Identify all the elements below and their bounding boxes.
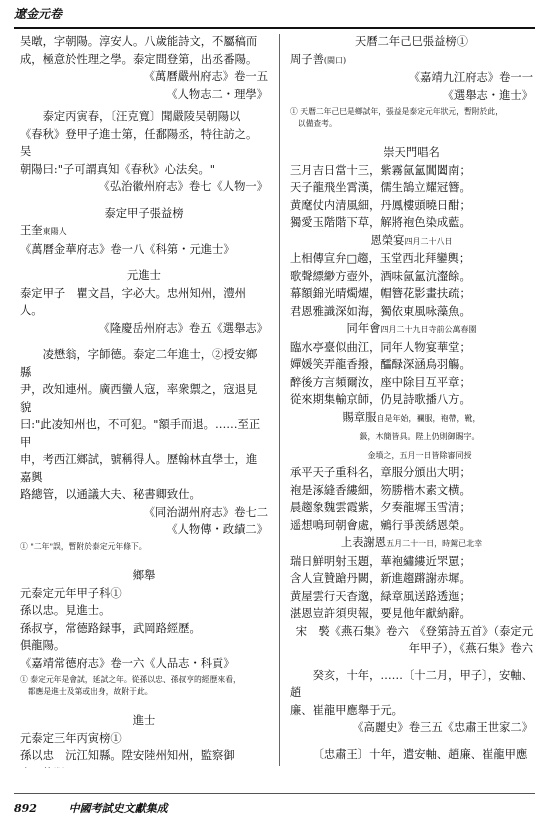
line-text: 獨愛玉階階下草，解將袍色染成藍。 [290, 216, 471, 229]
spacer [20, 258, 268, 267]
line-text: 孫以忠。見進士。 [20, 604, 111, 617]
text-line [20, 178, 268, 196]
line-text: 尹，改知連州。廣西蠻人寇，率衆禦之，寇退見貌 [20, 383, 258, 414]
line-text: 周子善 [290, 52, 324, 66]
line-text: 黄屋雲行天杳邈，緑章風送路透迤； [290, 589, 471, 603]
inline-annotation: 五月二十一日，時駕已北幸 [386, 539, 483, 548]
text-line [20, 416, 268, 451]
line-text: 成，極意於性理之學。泰定間登第，出丞番陽。 [20, 52, 258, 66]
text-line [20, 205, 268, 223]
running-head: 遼金元卷 [14, 7, 63, 21]
text-line [290, 356, 533, 374]
text-line [20, 585, 268, 603]
spacer [290, 658, 533, 667]
text-line [290, 623, 533, 641]
text-line [20, 747, 268, 765]
line-text: 〔忠肅王〕十年，遣安軸、趙廉、崔龍甲應 [312, 747, 528, 761]
text-line [290, 640, 533, 658]
spacer [20, 703, 268, 712]
text-line [20, 765, 268, 769]
text-line [290, 320, 533, 339]
text-line [290, 702, 533, 720]
footer-rule [14, 793, 535, 794]
text-line [290, 667, 533, 702]
text-line [290, 162, 533, 180]
text-line [20, 68, 268, 86]
page-number: 892 [14, 802, 37, 815]
text-line [290, 339, 533, 357]
line-text: 《人物傳・政績二》 [166, 523, 268, 536]
line-text: 癸亥，十年，……〔十二月，甲子〕，安軸、趙 [290, 668, 533, 699]
footnote: ① 泰定元年是會試，延試之年。從孫以忠、孫叔亨的經歷來看， 都應是進士及第或出身，故附于此。 [20, 675, 241, 696]
series-title: 中國考試史文獻集成 [68, 802, 168, 815]
line-text: 進士 [132, 714, 156, 727]
inline-annotation: 四月二十九日寺前公萬春園 [380, 325, 477, 334]
right-column [290, 33, 533, 768]
line-text: 君恩雅識深如海，獨依東風咏藻魚。 [290, 304, 471, 318]
line-text: 三月吉日當十三，紫霧氤氳閶闔南； [290, 163, 471, 177]
text-line [20, 486, 268, 504]
line-text [20, 767, 77, 769]
line-text: 瑞日鮮明射玉題，華袍繡縷近罘罳； [290, 554, 471, 568]
spacer [20, 196, 268, 205]
line-text: 《人物志二・理學》 [166, 87, 268, 101]
text-line [20, 381, 268, 416]
line-text: 承平天子重科名，章服分頒出大明； [290, 466, 471, 479]
text-line [20, 320, 268, 338]
text-line [20, 637, 268, 655]
text-line [20, 33, 268, 51]
text-line [290, 553, 533, 571]
line-text: 《高麗史》卷三五《忠肅王世家二》 [352, 721, 533, 734]
text-line [290, 69, 533, 87]
text-line [20, 504, 268, 522]
left-column [20, 33, 268, 768]
line-text: 醉後方言頻爾汝，座中除目互平章； [290, 375, 471, 389]
text-line [20, 346, 268, 381]
line-text: 同年會 [346, 322, 381, 335]
line-text: 黄麾仗内清風細，丹鳳樓頭曉日酣； [290, 198, 471, 212]
line-text: 幕額錦光晴燭燿，帽簪花影畫扶疏； [290, 287, 471, 300]
text-line [290, 464, 533, 482]
line-text: 申，考西江鄉試，號稱得人。歷翰林直學士，進嘉興 [20, 453, 258, 484]
text-line [290, 214, 533, 232]
text-line [290, 33, 533, 51]
text-line [20, 241, 268, 259]
text-line [290, 409, 533, 465]
text-line [290, 232, 533, 251]
line-text: 泰定甲子張益榜 [104, 206, 184, 220]
line-text: 俱龍陽。 [20, 639, 66, 652]
text-line [290, 534, 533, 553]
line-text: 遥想鳴珂朝會處，鵷行爭羡綉恩榮。 [290, 518, 471, 532]
inline-annotation: 東陽人 [42, 227, 67, 236]
text-line [290, 374, 533, 392]
line-text: 從來期集輸京師，仍見詩歌播八方。 [290, 393, 471, 406]
text-line [20, 567, 268, 585]
line-text: 朝陽曰:"子可謂真知《春秋》心法矣。" [20, 162, 215, 176]
text-line [20, 285, 268, 320]
line-text: 曰:"此凌知州也，不可犯。"額手而退。……至正甲 [20, 418, 261, 449]
column-divider [279, 34, 280, 766]
line-text: 歌聲縹緲方壺外，酒味氤氳沆瀣餘。 [290, 269, 471, 283]
inline-annotation: 四月二十八日 [404, 236, 453, 246]
line-text: 元泰定元年甲子科① [20, 586, 122, 600]
line-text: 湛恩豈許須臾報，要見他年獻納辭。 [290, 607, 471, 620]
line-text: 《萬曆金華府志》卷一八《科第・元進士》 [20, 242, 235, 256]
line-text: 賜章服 [342, 410, 377, 424]
text-line [290, 144, 533, 162]
line-text: 上表謝恩 [340, 536, 387, 549]
line-text: 嬋媛笑弄龍香撥，醽醁深涵鳥羽觴。 [290, 358, 471, 371]
text-line [290, 51, 533, 70]
text-line [20, 730, 268, 748]
text-line [290, 746, 533, 764]
line-text: 晨趨象魏雲霞紫，夕奏龍墀玉雪清； [290, 501, 471, 514]
text-line [20, 712, 268, 730]
line-text: 宋 褧《燕石集》卷六 《登第詩五首》（泰定元 [295, 624, 533, 638]
text-line [20, 51, 268, 69]
line-text: 恩榮宴 [370, 233, 405, 247]
text-line [290, 250, 533, 268]
line-text: 《弘治徽州府志》卷七《人物一》 [98, 180, 268, 193]
line-text: 年甲子），《燕石集》卷六 [408, 642, 533, 655]
text-line [20, 267, 268, 285]
line-text: 泰定丙寅春，〔汪克寬〕聞嚴陵吴朝陽以 [42, 110, 241, 123]
inline-annotation: 自是年始，襴服，袍帶，靴， 鈒，木簡皆具。陛上仍則御賜字。 金墳之，五月一日皆除審同授 [359, 413, 481, 460]
text-line [20, 222, 268, 241]
text-line [290, 570, 533, 588]
line-text: 孫以忠 沅江知縣。陞安陸州知州，監察御 [20, 749, 235, 762]
line-text: 元進士 [127, 269, 161, 282]
line-text: 《春秋》登甲子進士第，任鄱陽丞，特往訪之。吴 [20, 127, 258, 158]
footnote: ① 天曆二年己巳是鄉試年，張益是泰定元年狀元，暫附於此， 以備查考。 [290, 107, 503, 128]
footnote: ① "二年"誤，暫附於泰定元年條下。 [20, 541, 147, 551]
line-text: 吴暾，字朝陽。淳安人。八歲能詩文，不屬稿而 [20, 35, 258, 48]
text-line [290, 499, 533, 517]
line-text: 含人宣贊蹌丹闕，新進趨蹡謝赤墀。 [290, 572, 471, 585]
line-text: 凌懋翁，字師德。泰定二年進士，②授安鄉縣 [20, 348, 258, 379]
text-line [290, 268, 533, 286]
line-text: 《同治湖州府志》卷七二 [143, 505, 268, 519]
text-line [290, 588, 533, 606]
line-text: 《選舉志・進士》 [442, 88, 533, 102]
line-text: 《嘉靖常德府志》卷一六《人品志・科貢》 [20, 656, 235, 670]
text-line [20, 655, 268, 673]
text-line [290, 87, 533, 105]
text-line [20, 86, 268, 104]
spacer [20, 558, 268, 567]
line-text: 元泰定三年丙寅榜① [20, 731, 122, 745]
line-text: 袍是涿縫香縷細，笏勝楷木素文横。 [290, 483, 471, 497]
text-line [20, 108, 268, 126]
text-line [290, 285, 533, 303]
line-text: 路總管，以通議大夫、秘書卿致仕。 [20, 488, 201, 501]
text-line [290, 719, 533, 737]
spacer [290, 135, 533, 144]
text-line [290, 303, 533, 321]
text-line [290, 391, 533, 409]
line-text: 《嘉靖九江府志》卷一一 [408, 71, 533, 84]
text-line [20, 620, 268, 638]
text-line [20, 451, 268, 486]
line-text: 天子龍飛坐霄漢，儒生鵠立耀冠簪。 [290, 181, 471, 194]
line-text: 廉、崔龍甲應舉于元。 [290, 703, 403, 717]
text-line [290, 482, 533, 500]
text-line [290, 179, 533, 197]
line-text: 孫叔亨，常德路録事，武岡路經歷。 [20, 621, 201, 635]
text-line [290, 517, 533, 535]
line-text: 鄉舉 [132, 569, 156, 582]
header-rule [14, 27, 535, 29]
inline-annotation: (閩口) [323, 55, 347, 65]
text-line [20, 602, 268, 620]
line-text: 崇天門唱名 [383, 146, 440, 159]
text-line [290, 197, 533, 215]
spacer [290, 737, 533, 746]
text-line [20, 126, 268, 161]
line-text: 《隆慶岳州府志》卷五《選舉志》 [98, 321, 268, 335]
text-line [20, 521, 268, 539]
text-line [20, 161, 268, 179]
line-text: 臨水亭臺似曲江，同年人物宴華堂； [290, 340, 471, 354]
line-text: 《萬曆嚴州府志》卷一五 [143, 70, 268, 83]
line-text: 王奎 [20, 224, 43, 237]
line-text: 天曆二年己巳張益榜① [355, 35, 468, 48]
text-line [290, 605, 533, 623]
spacer [20, 337, 268, 346]
line-text: 上相傳宣弁□趨，玉堂西北拜鑾輿； [290, 252, 471, 265]
line-text: 泰定甲子 瞿文昌，字必大。忠州知州，澧州人。 [20, 286, 246, 317]
footer [14, 800, 168, 816]
